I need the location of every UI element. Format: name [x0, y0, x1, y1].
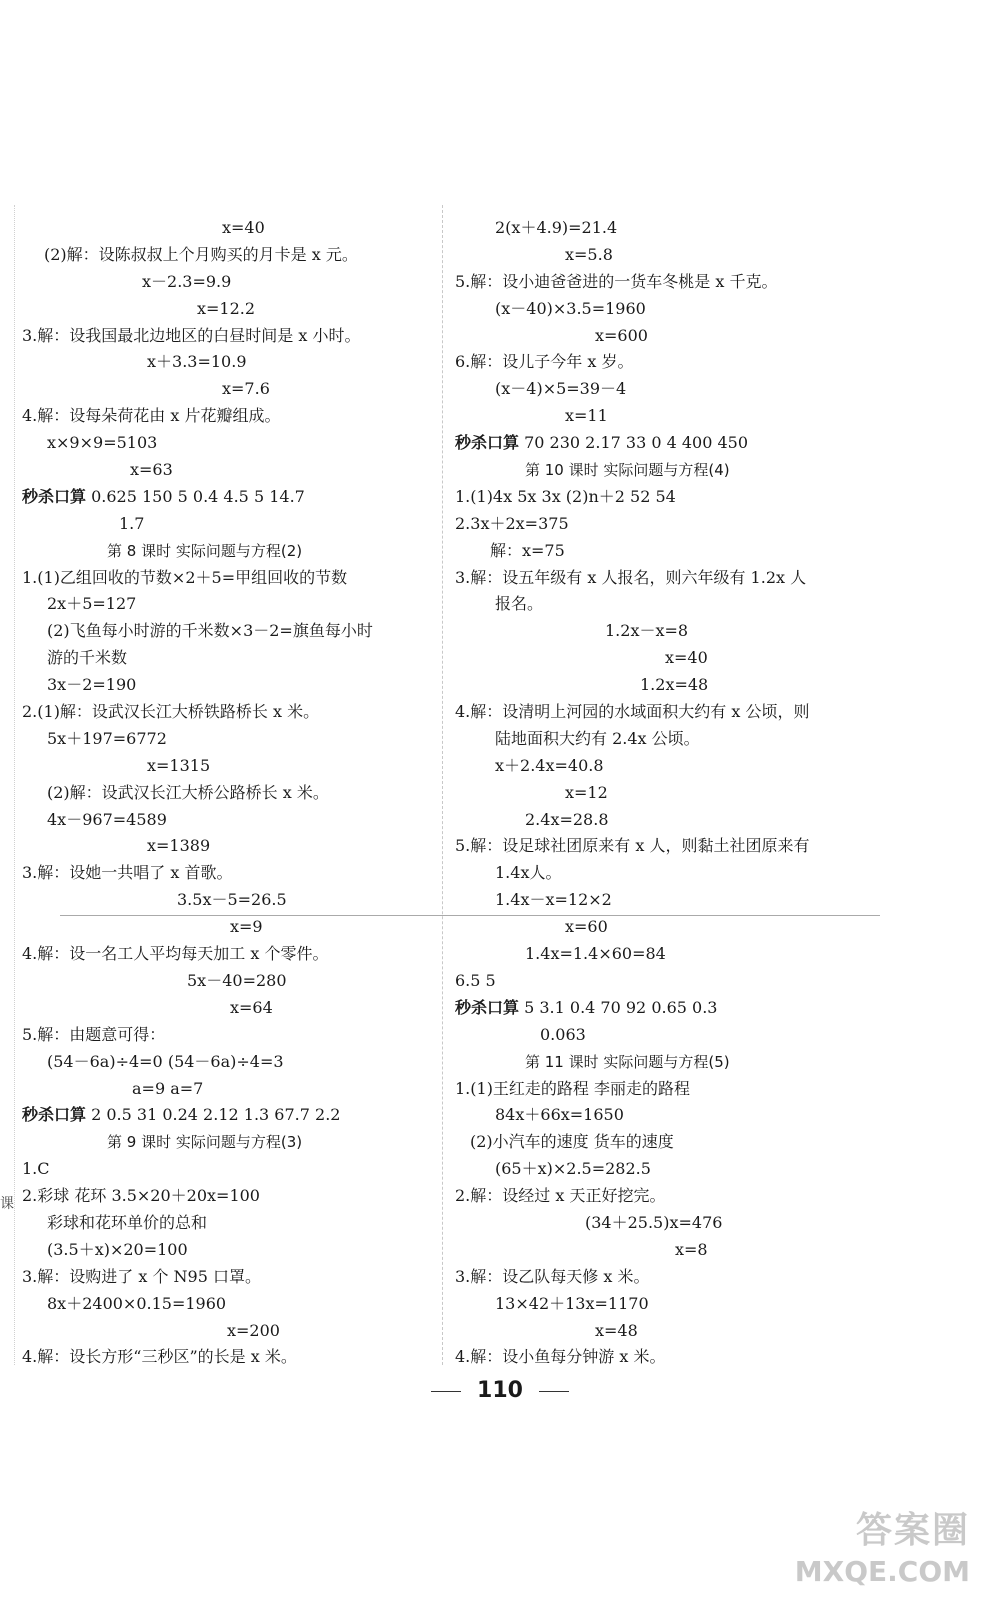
line-text: 70 230 2.17 33 0 4 400 450: [519, 433, 749, 453]
line-text: 84x＋66x=1650: [495, 1105, 624, 1125]
answer-line: [455, 1183, 885, 1210]
answer-line: [455, 833, 885, 860]
answer-line: [22, 914, 452, 941]
answer-line: [22, 807, 452, 834]
answer-line: [22, 753, 452, 780]
answer-line: [455, 511, 885, 538]
site-watermark: [770, 1502, 970, 1588]
line-text: 2.彩球 花环 3.5×20＋20x=100: [22, 1186, 260, 1206]
line-text: 3.解：设购进了 x 个 N95 口罩。: [22, 1266, 261, 1286]
line-text: x=12: [565, 782, 608, 802]
answer-line: [455, 296, 885, 323]
answer-line: [22, 1264, 452, 1291]
answer-line: [455, 968, 885, 995]
line-text: 解：x=75: [490, 540, 565, 560]
answer-line: [455, 1344, 885, 1371]
answer-line: [455, 1318, 885, 1345]
line-text: 5x－40=280: [187, 970, 287, 990]
answer-line: [455, 1102, 885, 1129]
answer-line: [455, 484, 885, 511]
line-text: 3x－2=190: [47, 675, 137, 695]
line-text: 第 8 课时 实际问题与方程(2): [107, 541, 303, 560]
mental-math-label: 秒杀口算: [455, 433, 520, 453]
line-text: x=600: [595, 325, 648, 345]
line-text: 1.(1)王红走的路程 李丽走的路程: [455, 1078, 691, 1098]
answer-line: [455, 780, 885, 807]
line-text: x=63: [130, 460, 173, 480]
line-text: 3.解：设乙队每天修 x 米。: [455, 1266, 650, 1286]
mental-math-line: [22, 1102, 452, 1129]
answer-line: [455, 860, 885, 887]
line-text: 0.625 150 5 0.4 4.5 5 14.7: [86, 486, 305, 506]
answer-line: [22, 699, 452, 726]
line-text: 13×42＋13x=1170: [495, 1293, 649, 1313]
answer-line: [22, 887, 452, 914]
line-text: x=5.8: [565, 244, 613, 264]
answer-line: [22, 941, 452, 968]
answer-line: [22, 269, 452, 296]
line-text: 4.解：设清明上河园的水域面积大约有 x 公顷，则: [455, 702, 810, 722]
mental-math-line: [22, 484, 452, 511]
answer-line: [22, 457, 452, 484]
line-text: x=48: [595, 1320, 638, 1340]
mental-math-label: 秒杀口算: [455, 997, 520, 1017]
answer-line: [22, 833, 452, 860]
line-text: 1.4x=1.4×60=84: [525, 944, 666, 964]
left-column: [22, 215, 452, 1371]
answer-line: [455, 726, 885, 753]
answer-line: [455, 591, 885, 618]
answer-line: [22, 215, 452, 242]
answer-line: [455, 565, 885, 592]
answer-line: [22, 565, 452, 592]
line-text: 1.2x=48: [640, 675, 709, 695]
answer-line: [455, 672, 885, 699]
answer-line: [22, 1076, 452, 1103]
answer-line: [22, 403, 452, 430]
line-text: 2.3x＋2x=375: [455, 513, 569, 533]
answer-line: [22, 860, 452, 887]
page-number-rule-right: [539, 1391, 569, 1392]
line-text: 5x＋197=6772: [47, 728, 167, 748]
line-text: (2)解：设武汉长江大桥公路桥长 x 米。: [47, 782, 329, 802]
answer-line: [22, 1183, 452, 1210]
line-text: 1.7: [119, 513, 145, 533]
line-text: x=8: [675, 1239, 708, 1259]
line-text: x=1315: [147, 755, 211, 775]
line-text: 5.解：由题意可得：: [22, 1024, 166, 1044]
lesson-heading: [22, 1129, 452, 1156]
line-text: 2x＋5=127: [47, 594, 137, 614]
line-text: 游的千米数: [47, 648, 128, 668]
answer-line: [455, 323, 885, 350]
answer-line: [22, 1237, 452, 1264]
line-text: (2)解：设陈叔叔上个月购买的月卡是 x 元。: [44, 244, 358, 264]
answer-line: [455, 215, 885, 242]
line-text: 3.解：设我国最北边地区的白昼时间是 x 小时。: [22, 325, 361, 345]
answer-line: [455, 349, 885, 376]
watermark-site: MXQE.COM: [794, 1555, 970, 1588]
answer-line: [22, 1318, 452, 1345]
answer-line: [22, 349, 452, 376]
line-text: 1.2x－x=8: [605, 621, 689, 641]
right-column: [455, 215, 885, 1371]
answer-line: [455, 269, 885, 296]
line-text: (2)飞鱼每小时游的千米数×3－2=旗鱼每小时: [47, 621, 373, 641]
answer-line: [455, 807, 885, 834]
line-text: 4.解：设小鱼每分钟游 x 米。: [455, 1347, 666, 1367]
answer-line: [455, 914, 885, 941]
answer-line: [22, 726, 452, 753]
line-text: 1.C: [22, 1159, 50, 1179]
answer-line: [22, 618, 452, 645]
line-text: 1.4x人。: [495, 863, 562, 883]
answer-line: [455, 538, 885, 565]
answer-line: [455, 242, 885, 269]
answer-line: [455, 1076, 885, 1103]
answer-line: [455, 645, 885, 672]
line-text: 5.解：设足球社团原来有 x 人，则黏土社团原来有: [455, 836, 810, 856]
line-text: 2 0.5 31 0.24 2.12 1.3 67.7 2.2: [86, 1105, 341, 1125]
line-text: 5 3.1 0.4 70 92 0.65 0.3: [519, 997, 718, 1017]
line-text: x－2.3=9.9: [142, 271, 232, 291]
mental-math-line: [455, 995, 885, 1022]
line-text: x=7.6: [222, 379, 270, 399]
answer-line: [22, 511, 452, 538]
mental-math-label: 秒杀口算: [22, 486, 87, 506]
answer-line: [22, 995, 452, 1022]
line-text: 8x＋2400×0.15=1960: [47, 1293, 227, 1313]
line-text: (54－6a)÷4=0 (54－6a)÷4=3: [47, 1051, 284, 1071]
answer-line: [22, 1156, 452, 1183]
page-number-rule-left: [431, 1391, 461, 1392]
answer-line: [22, 1291, 452, 1318]
line-text: 6.解：设儿子今年 x 岁。: [455, 352, 634, 372]
lesson-heading: [455, 457, 885, 484]
line-text: x=1389: [147, 836, 211, 856]
line-text: 彩球和花环单价的总和: [47, 1212, 208, 1232]
line-text: 6.5 5: [455, 970, 496, 990]
answer-line: [22, 780, 452, 807]
line-text: x=64: [230, 997, 273, 1017]
line-text: 2.4x=28.8: [525, 809, 609, 829]
line-text: 5.解：设小迪爸爸进的一货车冬桃是 x 千克。: [455, 271, 778, 291]
answer-line: [22, 591, 452, 618]
line-text: 4x－967=4589: [47, 809, 167, 829]
line-text: 2.(1)解：设武汉长江大桥铁路桥长 x 米。: [22, 702, 320, 722]
line-text: 陆地面积大约有 2.4x 公顷。: [495, 728, 700, 748]
line-text: 1.(1)乙组回收的节数×2＋5=甲组回收的节数: [22, 567, 348, 587]
line-text: 3.5x－5=26.5: [177, 890, 287, 910]
answer-line: [22, 1344, 452, 1371]
line-text: x=11: [565, 406, 608, 426]
answer-line: [455, 403, 885, 430]
line-text: (65＋x)×2.5=282.5: [495, 1159, 651, 1179]
line-text: 2(x＋4.9)=21.4: [495, 218, 618, 237]
answer-line: [455, 1129, 885, 1156]
lesson-heading: [455, 1049, 885, 1076]
mental-math-label: 秒杀口算: [22, 1105, 87, 1125]
page-number-footer: [0, 1378, 1000, 1403]
answer-line: [455, 887, 885, 914]
answer-line: [22, 968, 452, 995]
answer-line: [455, 1022, 885, 1049]
line-text: x=40: [665, 648, 708, 668]
answer-line: [22, 1022, 452, 1049]
line-text: 第 11 课时 实际问题与方程(5): [525, 1052, 730, 1071]
page-number: 110: [477, 1378, 523, 1403]
line-text: 第 9 课时 实际问题与方程(3): [107, 1133, 303, 1152]
answer-line: [455, 941, 885, 968]
line-text: (34＋25.5)x=476: [585, 1212, 723, 1232]
lesson-heading: [22, 538, 452, 565]
line-text: x×9×9=5103: [47, 433, 158, 453]
line-text: 4.解：设一名工人平均每天加工 x 个零件。: [22, 944, 329, 964]
answer-line: [22, 645, 452, 672]
answer-line: [22, 376, 452, 403]
answer-line: [22, 242, 452, 269]
line-text: (x－4)×5=39－4: [495, 379, 627, 399]
line-text: x＋3.3=10.9: [147, 352, 247, 372]
line-text: 4.解：设每朵荷花由 x 片花瓣组成。: [22, 406, 281, 426]
line-text: 2.解：设经过 x 天正好挖完。: [455, 1186, 666, 1206]
answer-line: [455, 1291, 885, 1318]
line-text: x=12.2: [197, 298, 256, 318]
left-margin-guide: [14, 205, 15, 1365]
answer-line: [455, 753, 885, 780]
line-text: 0.063: [540, 1024, 586, 1044]
answer-line: [22, 1049, 452, 1076]
line-text: 1.4x－x=12×2: [495, 890, 612, 910]
answer-line: [455, 1237, 885, 1264]
answer-line: [22, 296, 452, 323]
margin-mark: 课: [0, 1196, 14, 1212]
watermark-logo: 答案圈: [855, 1510, 970, 1551]
answer-line: [22, 672, 452, 699]
line-text: (x－40)×3.5=1960: [495, 298, 646, 318]
answer-line: [22, 430, 452, 457]
answer-line: [455, 1210, 885, 1237]
line-text: 第 10 课时 实际问题与方程(4): [525, 461, 730, 480]
line-text: (2)小汽车的速度 货车的速度: [470, 1132, 674, 1152]
line-text: x＋2.4x=40.8: [495, 755, 604, 775]
answer-line: [455, 376, 885, 403]
line-text: 3.解：设五年级有 x 人报名，则六年级有 1.2x 人: [455, 567, 807, 587]
line-text: a=9 a=7: [132, 1078, 204, 1098]
answer-line: [455, 699, 885, 726]
answer-line: [455, 618, 885, 645]
answer-line: [22, 323, 452, 350]
line-text: 报名。: [495, 594, 544, 614]
answer-line: [455, 1264, 885, 1291]
line-text: x=200: [227, 1320, 280, 1340]
line-text: x=60: [565, 917, 608, 937]
line-text: x=9: [230, 917, 263, 937]
mental-math-line: [455, 430, 885, 457]
line-text: (3.5＋x)×20=100: [47, 1239, 188, 1259]
answer-line: [455, 1156, 885, 1183]
line-text: 4.解：设长方形“三秒区”的长是 x 米。: [22, 1347, 297, 1367]
answer-line: [22, 1210, 452, 1237]
line-text: 3.解：设她一共唱了 x 首歌。: [22, 863, 233, 883]
line-text: 1.(1)4x 5x 3x (2)n＋2 52 54: [455, 486, 676, 506]
line-text: x=40: [222, 218, 265, 237]
